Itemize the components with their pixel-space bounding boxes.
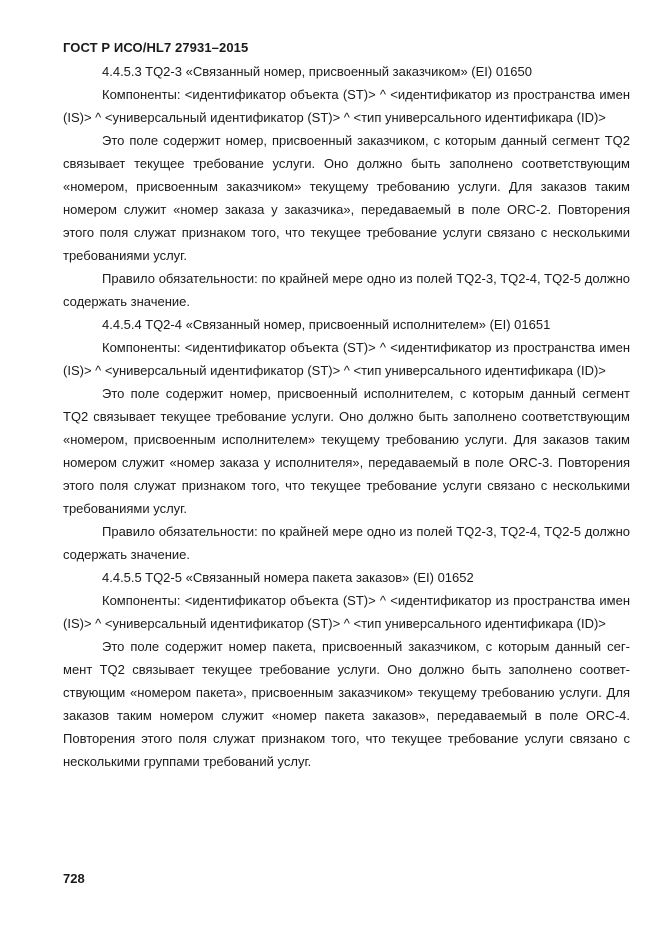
section-components-tq2-4: Компоненты: <идентификатор объекта (ST)> ^ <идентификатор из пространства имен (IS)> ^ <универсальный идентификатор (ST)> ^ <тип универсального идентификара (ID)>: [63, 340, 630, 378]
section-rule-tq2-3: Правило обязательности: по крайней мере одно из полей TQ2-3, TQ2-4, TQ2-5 должно содержать значение.: [63, 271, 630, 309]
section-description-tq2-4: Это поле содержит номер, присвоенный исполнителем, с которым данный сегмент TQ2 связывает текущее требование услуги. Оно должно быть заполнено соответствующим «номером, присвоенным исполнителем» текущему требованию услуги. Для заказов таким номером служит «номер заказа у исполнителя», передаваемый в поле ORC-3. Повторения этого поля служат признаком того, что текущее требование услуги связано с несколькими требованиями услуг.: [63, 386, 630, 516]
section-rule-tq2-4: Правило обязательности: по крайней мере одно из полей TQ2-3, TQ2-4, TQ2-5 должно содержать значение.: [63, 524, 630, 562]
page-number: 728: [63, 871, 85, 886]
section-heading-tq2-5: 4.4.5.5 TQ2-5 «Связанный номера пакета заказов» (EI) 01652: [102, 570, 474, 585]
section-heading-tq2-4: 4.4.5.4 TQ2-4 «Связанный номер, присвоенный исполнителем» (EI) 01651: [102, 317, 551, 332]
page-body: [63, 60, 630, 773]
section-description-tq2-5: Это поле содержит номер пакета, присвоенный заказчиком, с которым данный сегмент TQ2 связывает текущее требование услуги. Оно должно быть заполнено соответствующим «номером пакета», присвоенным заказчиком» текущему требованию услуги. Для заказов таким номером служит «номер пакета заказов», передаваемый в поле ORC-4. Повторения этого поля служат признаком того, что текущее требование услуги связано с несколькими группами требований услуг.: [63, 639, 630, 769]
section-heading-tq2-3: 4.4.5.3 TQ2-3 «Связанный номер, присвоенный заказчиком» (EI) 01650: [102, 64, 532, 79]
section-components-tq2-3: Компоненты: <идентификатор объекта (ST)> ^ <идентификатор из пространства имен (IS)> ^ <универсальный идентификатор (ST)> ^ <тип универсального идентификара (ID)>: [63, 87, 630, 125]
section-description-tq2-3: Это поле содержит номер, присвоенный заказчиком, с которым данный сегмент TQ2 связывает текущее требование услуги. Оно должно быть заполнено соответствующим «номером, присвоенным заказчиком» текущему требованию услуги. Для заказов таким номером служит «номер заказа у заказчика», передаваемый в поле ORC-2. Повторения этого поля служат признаком того, что текущее требование услуги связано с несколькими требованиями услуг.: [63, 133, 630, 263]
section-components-tq2-5: Компоненты: <идентификатор объекта (ST)> ^ <идентификатор из пространства имен (IS)> ^ <универсальный идентификатор (ST)> ^ <тип универсального идентификара (ID)>: [63, 593, 630, 631]
page-header-standard-code: ГОСТ Р ИСО/HL7 27931–2015: [63, 40, 249, 55]
